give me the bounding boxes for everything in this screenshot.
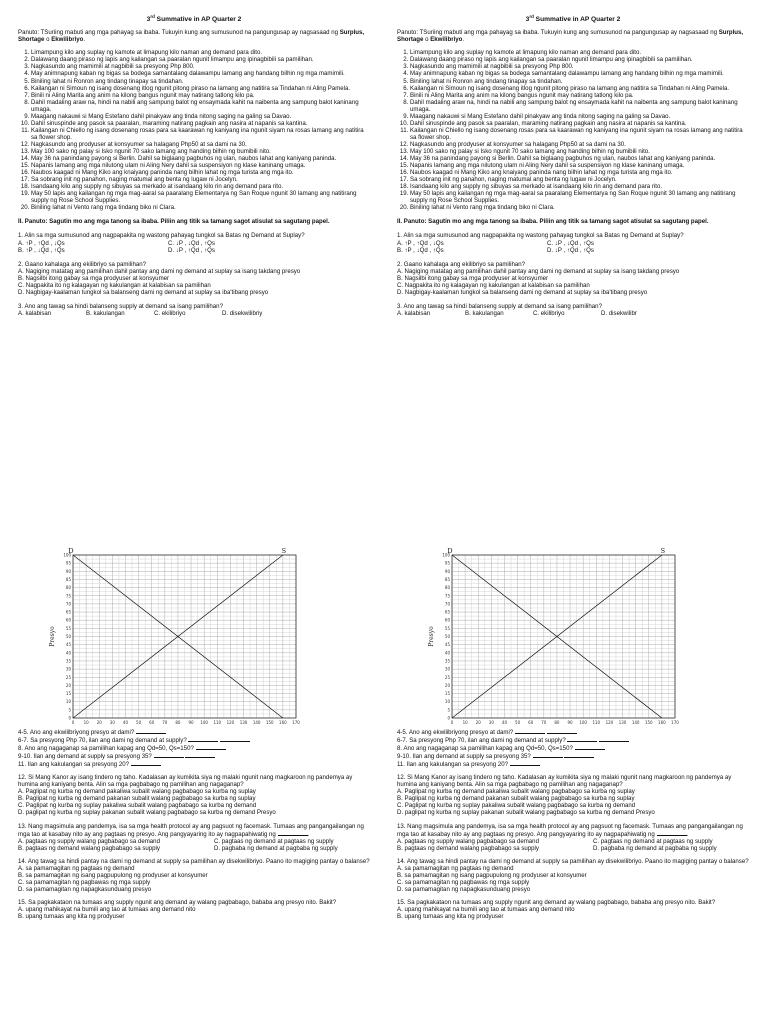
x-tick-label: 10 bbox=[83, 720, 89, 725]
y-axis-label: Presyo bbox=[428, 626, 435, 647]
q14-option-c: C. sa pamamagitan ng pagbawas ng mga supply bbox=[18, 878, 151, 886]
q2-option-c: C. Nagpakita ito ng kalagayan ng kakulangan at kalabisan sa pamilihan bbox=[18, 281, 211, 289]
x-tick-label: 70 bbox=[162, 720, 168, 725]
x-tick-label: 30 bbox=[488, 720, 494, 725]
y-tick-label: 0 bbox=[447, 715, 450, 721]
y-tick-label: 70 bbox=[65, 601, 71, 607]
q13-text: 13. Nang magsimula ang pandemya, isa sa mga health protocol ay ang pagsuot ng facemask. Tumaas ang pangangailangan ng mga tao at kasabay nito ay ang pagtaas ng presyo. Ang pangyayaring ito ay nagpapahiwatig ng . bbox=[397, 822, 743, 838]
x-tick-label: 60 bbox=[149, 720, 155, 725]
x-tick-label: 40 bbox=[122, 720, 129, 725]
y-tick-label: 25 bbox=[444, 674, 450, 680]
q8-text: 8. Ano ang nagaganap sa pamilihan kapag ang Qd=50, Qs=150? bbox=[397, 744, 749, 752]
q13-text: 13. Nang magsimula ang pandemya, isa sa mga health protocol ay ang pagsuot ng facemask. Tumaas ang pangangailangan ng mga tao at kasabay nito ay ang pagtaas ng presyo. Ang pangyayaring ito ay nagpapahiwatig ng . bbox=[18, 822, 364, 838]
list-item: 20. Biniling lahat ni Vento rang mga tindang biko ni Clara. bbox=[410, 204, 749, 211]
y-axis-label: Presyo bbox=[49, 626, 56, 647]
q1-options-row1: A. ↑P , ↑Qd , ↓Qs C. ↓P , ↓Qd , ↑Qs bbox=[18, 239, 215, 247]
list-item: 6. Kailangan ni Simoun ng isang dosenang itlog ngunit pitong piraso na lamang ang natitira sa Tindahan ni Aling Pamela. bbox=[410, 85, 749, 92]
x-tick-label: 110 bbox=[213, 720, 222, 725]
y-tick-label: 55 bbox=[444, 625, 450, 631]
list-item: 5. Biniling lahat ni Ronron ang tindang tinapay sa tindahan. bbox=[31, 78, 370, 85]
q45-text: 4-5. Ano ang ekwilibriyong presyo at dami? bbox=[18, 728, 370, 736]
x-tick-label: 50 bbox=[136, 720, 142, 725]
list-item: 6. Kailangan ni Simoun ng isang dosenang itlog ngunit pitong piraso na lamang ang natitira sa Tindahan ni Aling Pamela. bbox=[31, 85, 370, 92]
q8-text: 8. Ano ang nagaganap sa pamilihan kapag ang Qd=50, Qs=150? bbox=[18, 744, 370, 752]
x-tick-label: 30 bbox=[109, 720, 115, 725]
list-item: 17. Sa sobrang init ng panahon, naging matumal ang benta ng lugaw ni Jocelyn. bbox=[410, 176, 749, 183]
q1-options-row1: A. ↑P , ↑Qd , ↓Qs C. ↓P , ↓Qd , ↑Qs bbox=[397, 239, 594, 247]
y-tick-label: 45 bbox=[444, 642, 450, 648]
x-tick-label: 90 bbox=[188, 720, 194, 725]
x-tick-label: 120 bbox=[605, 720, 614, 725]
q2-text: 2. Gaano kahalaga ang ekilibriyo sa pamilihan? bbox=[18, 260, 147, 268]
y-tick-label: 60 bbox=[65, 617, 71, 623]
x-tick-label: 70 bbox=[541, 720, 547, 725]
q15-option-a: A. upang mahikayat na bumili ang tao at tumaas ang demand nito bbox=[397, 905, 575, 913]
list-item: 1. Limampung kilo ang suplay ng kamote at limapung kilo naman ang demand para dito. bbox=[410, 49, 749, 56]
q15-option-a: A. upang mahikayat na bumili ang tao at tumaas ang demand nito bbox=[18, 905, 196, 913]
list-item: 17. Sa sobrang init ng panahon, naging matumal ang benta ng lugaw ni Jocelyn. bbox=[31, 176, 370, 183]
q12-option-d: D. paglipat ng kurba ng suplay pakanan subalit walang pagbabago sa kurba ng demand Presyo bbox=[18, 809, 276, 817]
part3-right bbox=[397, 728, 749, 920]
list-item: 9. Maagang nakauwi si Mang Estefano dahil pinakyaw ang tinda nitong saging na galing sa Davao. bbox=[410, 113, 749, 120]
supply-demand-chart bbox=[18, 545, 370, 731]
supply-label: S bbox=[281, 547, 287, 555]
list-item: 2. Dalawang daang piraso ng lapis ang kailangan sa paaralan ngunit limampu ang ipinagbibili sa pamilihan. bbox=[410, 56, 749, 63]
part3-left bbox=[18, 728, 370, 920]
q3-text: 3. Ano ang tawag sa hindi balanseng supply at demand sa isang pamilihan? bbox=[397, 302, 602, 310]
y-tick-label: 5 bbox=[447, 707, 450, 713]
q1-text: 1. Alin sa mga sumusunod ang nagpapakita ng wastong pahayag tungkol sa Batas ng Demand at Suplay? bbox=[18, 232, 305, 240]
y-tick-label: 5 bbox=[68, 707, 71, 713]
page-title: 3rd Summative in AP Quarter 2 bbox=[146, 14, 242, 24]
y-tick-label: 50 bbox=[444, 634, 450, 639]
y-tick-label: 90 bbox=[65, 568, 71, 574]
y-tick-label: 10 bbox=[444, 699, 450, 705]
list-item: 2. Dalawang daang piraso ng lapis ang kailangan sa paaralan ngunit limampu ang ipinagbibili sa pamilihan. bbox=[31, 56, 370, 63]
y-tick-label: 40 bbox=[65, 650, 71, 656]
y-tick-label: 85 bbox=[444, 576, 450, 582]
q12-option-b: B. Paglipat ng kurba ng demand pakanan subalit walang pagbabago sa kurba ng suplay bbox=[397, 795, 635, 803]
list-item: 11. Kailangan ni Chiello ng isang dosenang rosas para sa kaarawan ng kaniyang ina ngunit siyam na rosas lamang ang natitira sa flower shop. bbox=[31, 127, 370, 141]
y-tick-label: 0 bbox=[68, 715, 71, 721]
supply-label: S bbox=[660, 547, 666, 555]
q910-text: 9-10. Ilan ang demand at supply sa presyong 35? bbox=[397, 752, 749, 760]
x-tick-label: 160 bbox=[279, 720, 287, 725]
list-item: 9. Maagang nakauwi si Mang Estefano dahil pinakyaw ang tinda nitong saging na galing sa Davao. bbox=[31, 113, 370, 120]
q2-option-b: B. Nagsilbi itong gabay sa mga prodyuser at konsyumer bbox=[18, 274, 170, 282]
q14-option-d: D. sa pamamagitan ng napagkasunduang presyo bbox=[18, 885, 152, 893]
q12-option-c: C. Paglipat ng kurba ng suplay pakaliwa subalit walang pagbabago sa kurba ng demand bbox=[397, 802, 636, 810]
x-tick-label: 140 bbox=[631, 720, 640, 725]
q45-text: 4-5. Ano ang ekwilibriyong presyo at dami? bbox=[397, 728, 749, 736]
list-item: 1. Limampung kilo ang suplay ng kamote at limapung kilo naman ang demand para dito. bbox=[31, 49, 370, 56]
q3-options: A. kalabisan B. kakulangan C. ekilibriyo D. disekwilibr bbox=[397, 309, 637, 317]
y-tick-label: 100 bbox=[63, 552, 71, 558]
q14-text: 14. Ang tawag sa hindi pantay na dami ng demand at supply sa pamilihan ay disekwilibriyo. Paano ito magiging pantay o balanse? bbox=[397, 857, 749, 865]
x-tick-label: 90 bbox=[567, 720, 573, 725]
y-tick-label: 95 bbox=[444, 560, 450, 566]
q13-options: A. pagtaas ng supply walang pagbabago sa demand C. pagtaas ng demand at pagtaas ng supply B. pagtaas ng demand walang pagbabago sa supply D. pagbaba ng demand at pagbaba ng supply bbox=[397, 837, 717, 852]
x-tick-label: 80 bbox=[175, 720, 181, 725]
y-tick-label: 20 bbox=[444, 682, 450, 688]
y-tick-label: 35 bbox=[65, 658, 71, 664]
list-item: 7. Binili ni Aling Marita ang anim na kilong bangus ngunit may natirang tatlong kilo pa. bbox=[410, 92, 749, 99]
x-tick-label: 170 bbox=[671, 720, 679, 725]
x-tick-label: 100 bbox=[579, 720, 587, 725]
x-tick-label: 40 bbox=[501, 720, 508, 725]
q14-option-b: B. sa pamamagitan ng isang pagpupulong ng prodyuser at konsyumer bbox=[397, 871, 587, 879]
q67-text: 6-7. Sa presyong Php 70, ilan ang dami ng demand at supply? bbox=[18, 736, 370, 744]
y-tick-label: 75 bbox=[65, 593, 71, 599]
x-tick-label: 150 bbox=[644, 720, 653, 725]
list-item: 15. Napanis lamang ang mga nilutong ulam ni Aling Nery dahil sa suspensiyon ng klase kaninang umaga. bbox=[410, 162, 749, 169]
q12-option-b: B. Paglipat ng kurba ng demand pakanan subalit walang pagbabago sa kurba ng suplay bbox=[18, 795, 256, 803]
y-tick-label: 100 bbox=[442, 552, 450, 558]
supply-demand-chart bbox=[397, 545, 749, 731]
x-tick-label: 10 bbox=[462, 720, 468, 725]
q14-option-a: A. sa pamamagitan ng pagtaas ng demand bbox=[18, 864, 135, 872]
q1-text: 1. Alin sa mga sumusunod ang nagpapakita ng wastong pahayag tungkol sa Batas ng Demand at Suplay? bbox=[397, 232, 684, 240]
list-item: 8. Dahil madaling araw na, hindi na nabili ang sampung balot ng ensaymada kahit na naibenta ang sampung balot kaninang umaga. bbox=[31, 99, 370, 113]
list-item: 18. Isandaang kilo ang supply ng sibuyas sa merkado at isandaang kilo rin ang demand para rito. bbox=[410, 183, 749, 190]
x-tick-label: 150 bbox=[265, 720, 274, 725]
list-item: 8. Dahil madaling araw na, hindi na nabili ang sampung balot ng ensaymada kahit na naibenta ang sampung balot kaninang umaga. bbox=[410, 99, 749, 113]
y-tick-label: 75 bbox=[444, 593, 450, 599]
chart-svg-left bbox=[18, 545, 370, 731]
y-tick-label: 30 bbox=[444, 666, 450, 672]
q15-text: 15. Sa pagkakataon na tumaas ang supply ngunit ang demand ay walang pagbabago, bababa ang presyo nito. Bakit? bbox=[397, 898, 716, 906]
x-tick-label: 130 bbox=[618, 720, 627, 725]
y-tick-label: 90 bbox=[444, 568, 450, 574]
q3-text: 3. Ano ang tawag sa hindi balanseng supply at demand sa isang pamilihan? bbox=[18, 302, 223, 310]
q2-option-d: D. Nagbigay-kaalaman tungkol sa balanseng dami ng demand at suplay sa iba'tibang presyo bbox=[397, 288, 648, 296]
part1-list bbox=[18, 49, 370, 211]
y-tick-label: 80 bbox=[444, 585, 450, 591]
y-tick-label: 60 bbox=[444, 617, 450, 623]
part1-list bbox=[397, 49, 749, 211]
list-item: 16. Naubos kaagad ni Mang Kiko ang knaiyang paninda nang bilhin lahat ng mga turista ang mga ito. bbox=[410, 169, 749, 176]
x-tick-label: 170 bbox=[292, 720, 300, 725]
list-item: 5. Biniling lahat ni Ronron ang tindang tinapay sa tindahan. bbox=[410, 78, 749, 85]
q12-option-c: C. Paglipat ng kurba ng suplay pakaliwa subalit walang pagbabago sa kurba ng demand bbox=[18, 802, 257, 810]
y-tick-label: 40 bbox=[444, 650, 450, 656]
q11-text: 11. Ilan ang kakulangan sa presyong 20? bbox=[18, 760, 370, 768]
list-item: 19. May 50 lapis ang kailangan ng mga mag-aaral sa paaralang Elementarya ng San Roque ngunit 30 lamang ang natitirang supply ng Rose School Supplies. bbox=[31, 190, 370, 204]
list-item: 3. Nagkasundo ang mamimili at nagbibili sa presyong Php 800. bbox=[410, 63, 749, 70]
x-tick-label: 110 bbox=[592, 720, 601, 725]
x-tick-label: 160 bbox=[658, 720, 666, 725]
q1-options-row2: B. ↑P , ↓Qd , ↑Qs D. ↓P , ↑Qd , ↑Qs bbox=[397, 246, 594, 254]
x-tick-label: 50 bbox=[515, 720, 521, 725]
q11-text: 11. Ilan ang kakulangan sa presyong 20? bbox=[397, 760, 749, 768]
x-tick-label: 130 bbox=[239, 720, 248, 725]
q14-text: 14. Ang tawag sa hindi pantay na dami ng demand at supply sa pamilihan ay disekwilibriyo. Paano ito magiging pantay o balanse? bbox=[18, 857, 370, 865]
q13-options: A. pagtaas ng supply walang pagbabago sa demand C. pagtaas ng demand at pagtaas ng supply B. pagtaas ng demand walang pagbabago sa supply D. pagbaba ng demand at pagbaba ng supply bbox=[18, 837, 338, 852]
part1-instructions: Panuto: TSuriing mabuti ang mga pahayag sa ibaba. Tukuyin kung ang sumusunod na pangungusap ay nagsasaad ng Surplus, Shortage o Ekwilibriyo. bbox=[397, 29, 744, 44]
q2-option-b: B. Nagsilbi itong gabay sa mga prodyuser at konsyumer bbox=[397, 274, 549, 282]
q14-option-c: C. sa pamamagitan ng pagbawas ng mga supply bbox=[397, 878, 530, 886]
y-tick-label: 10 bbox=[65, 699, 71, 705]
x-tick-label: 20 bbox=[96, 720, 102, 725]
chart-svg-right bbox=[397, 545, 749, 731]
list-item: 20. Biniling lahat ni Vento rang mga tindang biko ni Clara. bbox=[31, 204, 370, 211]
y-tick-label: 65 bbox=[65, 609, 71, 615]
q15-option-b: B. upang tumaas ang kita ng prodyuser bbox=[397, 913, 504, 921]
q3-options: A. kalabisan B. kakulangan C. ekilibriyo D. disekwilibriy bbox=[18, 309, 263, 317]
y-tick-label: 25 bbox=[65, 674, 71, 680]
x-tick-label: 0 bbox=[71, 720, 75, 725]
list-item: 18. Isandaang kilo ang supply ng sibuyas sa merkado at isandaang kilo rin ang demand para rito. bbox=[31, 183, 370, 190]
q12-option-d: D. paglipat ng kurba ng suplay pakanan subalit walang pagbabago sa kurba ng demand Presyo bbox=[397, 809, 655, 817]
q2-option-d: D. Nagbigay-kaalaman tungkol sa balanseng dami ng demand at suplay sa iba'tibang presyo bbox=[18, 288, 269, 296]
list-item: 11. Kailangan ni Chiello ng isang dosenang rosas para sa kaarawan ng kaniyang ina ngunit siyam na rosas lamang ang natitira sa flower shop. bbox=[410, 127, 749, 141]
q15-option-b: B. upang tumaas ang kita ng prodyuser bbox=[18, 913, 125, 921]
demand-label: D bbox=[68, 547, 74, 555]
x-tick-label: 100 bbox=[200, 720, 208, 725]
list-item: 10. Dahil sinuspinde ang pasok sa paaralan, maraming natirang pagkain ang nasira at napanis sa kantina. bbox=[410, 120, 749, 127]
x-tick-label: 80 bbox=[554, 720, 560, 725]
list-item: 3. Nagkasundo ang mamimili at nagbibili sa presyong Php 800. bbox=[31, 63, 370, 70]
list-item: 13. May 100 sako ng palay si Isko ngunit 70 sako lamang ang handing bilhin ng bumibili nito. bbox=[31, 148, 370, 155]
list-item: 19. May 50 lapis ang kailangan ng mga mag-aaral sa paaralang Elementarya ng San Roque ngunit 30 lamang ang natitirang supply ng Rose School Supplies. bbox=[410, 190, 749, 204]
q14-option-b: B. sa pamamagitan ng isang pagpupulong ng prodyuser at konsyumer bbox=[18, 871, 208, 879]
x-tick-label: 140 bbox=[252, 720, 261, 725]
list-item: 15. Napanis lamang ang mga nilutong ulam ni Aling Nery dahil sa suspensiyon ng klase kaninang umaga. bbox=[31, 162, 370, 169]
left-copy bbox=[18, 0, 370, 921]
q67-text: 6-7. Sa presyong Php 70, ilan ang dami ng demand at supply? bbox=[397, 736, 749, 744]
right-copy bbox=[397, 0, 749, 921]
x-tick-label: 60 bbox=[528, 720, 534, 725]
list-item: 14. May 36 na panindang payong si Berlin. Dahil sa biglaang pagbuhos ng ulan, naubos lahat ang kaniyang paninda. bbox=[31, 155, 370, 162]
list-item: 4. May animnapung kaban ng bigas sa bodega samantalang dalawampu lamang ang handang bilhin ng mga mamimili. bbox=[31, 70, 370, 77]
y-tick-label: 80 bbox=[65, 585, 71, 591]
q910-text: 9-10. Ilan ang demand at supply sa presyong 35? bbox=[18, 752, 370, 760]
y-tick-label: 85 bbox=[65, 576, 71, 582]
x-tick-label: 120 bbox=[226, 720, 235, 725]
list-item: 13. May 100 sako ng palay si Isko ngunit 70 sako lamang ang handing bilhin ng bumibili nito. bbox=[410, 148, 749, 155]
y-tick-label: 70 bbox=[444, 601, 450, 607]
list-item: 12. Nagkasundo ang prodyuser at konsyumer sa halagang Php50 at sa dami na 30. bbox=[410, 141, 749, 148]
list-item: 10. Dahil sinuspinde ang pasok sa paaralan, maraming natirang pagkain ang nasira at napanis sa kantina. bbox=[31, 120, 370, 127]
q15-text: 15. Sa pagkakataon na tumaas ang supply ngunit ang demand ay walang pagbabago, bababa ang presyo nito. Bakit? bbox=[18, 898, 337, 906]
page-title: 3rd Summative in AP Quarter 2 bbox=[525, 14, 621, 24]
q12-text: 12. Si Mang Kanor ay isang tindero ng taho. Kadalasan ay kumikita siya ng malaki ngunit nang magkaroon ng pandemya ay humina ang kaniyang benta. Alin sa mga pagbabago ng pamilihan ang nagaganap? bbox=[18, 774, 353, 789]
y-tick-label: 20 bbox=[65, 682, 71, 688]
q14-option-a: A. sa pamamagitan ng pagtaas ng demand bbox=[397, 864, 514, 872]
y-tick-label: 55 bbox=[65, 625, 71, 631]
list-item: 14. May 36 na panindang payong si Berlin. Dahil sa biglaang pagbuhos ng ulan, naubos lahat ang kaniyang paninda. bbox=[410, 155, 749, 162]
q14-option-d: D. sa pamamagitan ng napagkasunduang presyo bbox=[397, 885, 531, 893]
q2-text: 2. Gaano kahalaga ang ekilibriyo sa pamilihan? bbox=[397, 260, 526, 268]
y-tick-label: 50 bbox=[65, 634, 71, 639]
list-item: 12. Nagkasundo ang prodyuser at konsyumer sa halagang Php50 at sa dami na 30. bbox=[31, 141, 370, 148]
part2-heading: II. Panuto: Sagutin mo ang mga tanong sa ibaba. Piliin ang titik sa tamang sagot atisulat sa sagutang papel. bbox=[18, 218, 330, 226]
list-item: 7. Binili ni Aling Marita ang anim na kilong bangus ngunit may natirang tatlong kilo pa. bbox=[31, 92, 370, 99]
y-tick-label: 15 bbox=[65, 691, 71, 697]
y-tick-label: 35 bbox=[444, 658, 450, 664]
q2-option-c: C. Nagpakita ito ng kalagayan ng kakulangan at kalabisan sa pamilihan bbox=[397, 281, 590, 289]
y-tick-label: 45 bbox=[65, 642, 71, 648]
y-tick-label: 65 bbox=[444, 609, 450, 615]
q2-option-a: A. Nagiging matatag ang pamilihan dahil pantay ang dami ng demand at suplay sa isang takdang presyo bbox=[397, 267, 680, 275]
part2-heading: II. Panuto: Sagutin mo ang mga tanong sa ibaba. Piliin ang titik sa tamang sagot atisulat sa sagutang papel. bbox=[397, 218, 709, 226]
y-tick-label: 30 bbox=[65, 666, 71, 672]
q12-text: 12. Si Mang Kanor ay isang tindero ng taho. Kadalasan ay kumikita siya ng malaki ngunit nang magkaroon ng pandemya ay humina ang kaniyang benta. Alin sa mga pagbabago ng pamilihan ang nagaganap? bbox=[397, 774, 732, 789]
q12-option-a: A. Paglipat ng kurba ng demand pakaliwa subalit walang pagbabago sa kurba ng suplay bbox=[397, 788, 635, 796]
part1-instructions: Panuto: TSuriing mabuti ang mga pahayag sa ibaba. Tukuyin kung ang sumusunod na pangungusap ay nagsasaad ng Surplus, Shortage o Ekwilibriyo. bbox=[18, 29, 365, 44]
x-tick-label: 0 bbox=[450, 720, 454, 725]
demand-label: D bbox=[447, 547, 453, 555]
list-item: 4. May animnapung kaban ng bigas sa bodega samantalang dalawampu lamang ang handang bilhin ng mga mamimili. bbox=[410, 70, 749, 77]
y-tick-label: 95 bbox=[65, 560, 71, 566]
q1-options-row2: B. ↑P , ↓Qd , ↑Qs D. ↓P , ↑Qd , ↑Qs bbox=[18, 246, 215, 254]
q12-option-a: A. Paglipat ng kurba ng demand pakaliwa subalit walang pagbabago sa kurba ng suplay bbox=[18, 788, 256, 796]
q2-option-a: A. Nagiging matatag ang pamilihan dahil pantay ang dami ng demand at suplay sa isang takdang presyo bbox=[18, 267, 301, 275]
list-item: 16. Naubos kaagad ni Mang Kiko ang knaiyang paninda nang bilhin lahat ng mga turista ang mga ito. bbox=[31, 169, 370, 176]
y-tick-label: 15 bbox=[444, 691, 450, 697]
x-tick-label: 20 bbox=[475, 720, 481, 725]
